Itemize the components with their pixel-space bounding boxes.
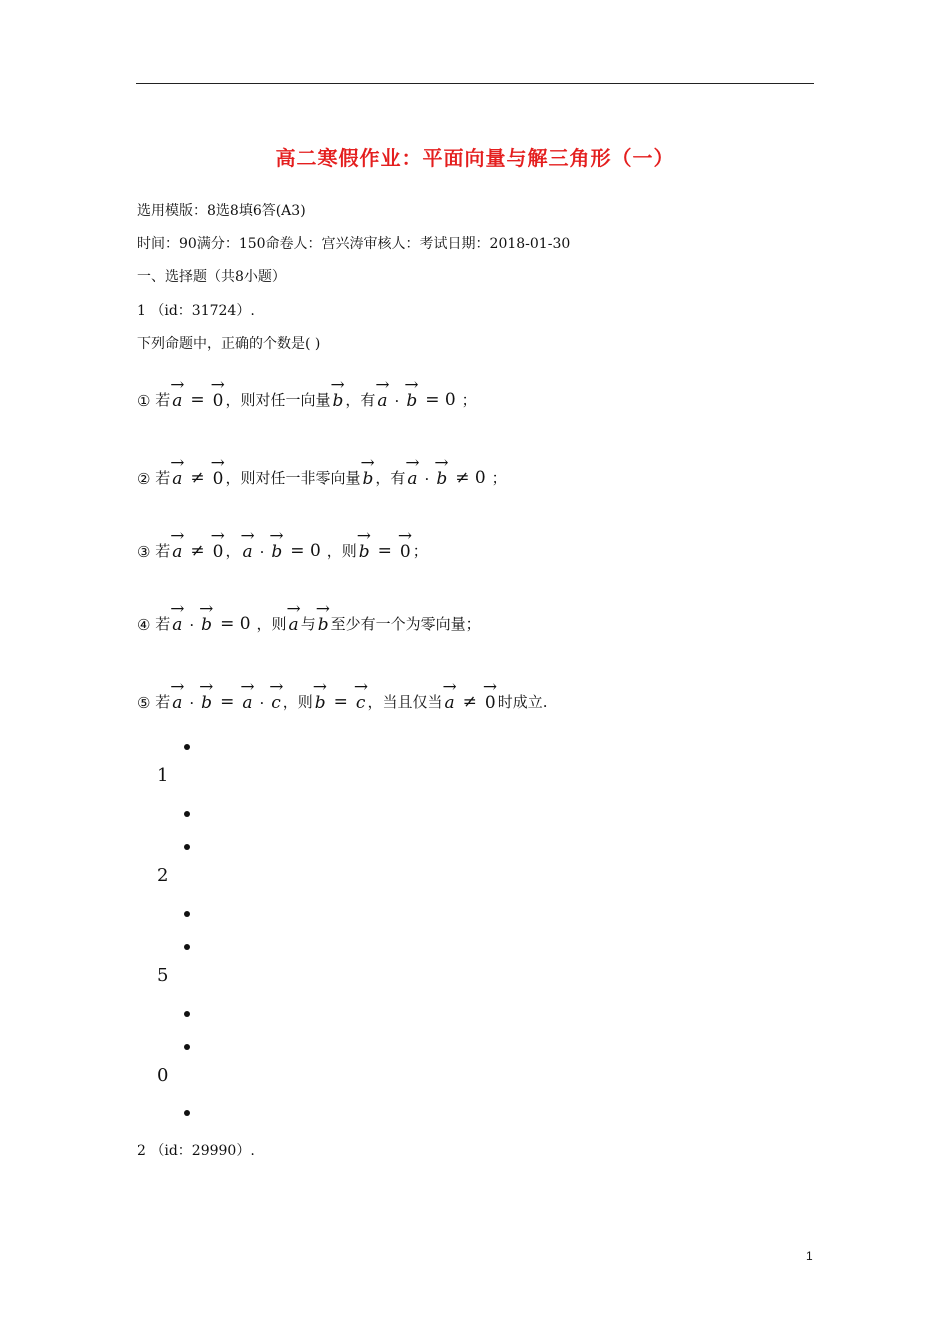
- math-operator: = 0: [425, 390, 456, 410]
- vector-c: → c: [269, 677, 284, 713]
- vector-a: → a: [240, 526, 255, 562]
- zero-vector: → 0: [210, 453, 225, 489]
- question-1-prompt: 下列命题中，正确的个数是( ): [137, 336, 321, 352]
- statement-text: ，则: [256, 615, 287, 633]
- question-2-header: 2 （id：29990）.: [137, 1143, 255, 1159]
- dot-operator: ·: [394, 392, 400, 410]
- vector-b: → b: [360, 453, 375, 489]
- vector-b: → b: [199, 677, 214, 713]
- statement-number: ①: [137, 392, 151, 410]
- dot-operator: ·: [424, 470, 430, 488]
- statement-3: [137, 521, 428, 561]
- vector-b: → b: [312, 677, 328, 713]
- math-operator: = 0: [290, 541, 321, 561]
- zero-vector: → 0: [397, 526, 413, 562]
- statement-text: 与: [300, 615, 316, 633]
- math-operator: =: [190, 390, 205, 410]
- option-c[interactable]: 5: [157, 965, 169, 986]
- statement-text: 若: [155, 615, 171, 633]
- bullet-icon: [184, 744, 190, 750]
- option-a[interactable]: 1: [157, 765, 169, 786]
- bullet-icon: [184, 844, 190, 850]
- document-title: 高二寒假作业：平面向量与解三角形（一）: [275, 146, 675, 170]
- header-rule: [136, 83, 814, 84]
- math-operator: =: [220, 692, 235, 712]
- statement-text: ，: [225, 542, 241, 560]
- statement-2: [137, 448, 507, 488]
- statement-text: ，有: [375, 469, 406, 487]
- zero-vector: → 0: [210, 526, 225, 562]
- vector-b: → b: [330, 375, 345, 411]
- vector-a: → a: [286, 599, 301, 635]
- statement-text: 若: [155, 391, 171, 409]
- question-1-header: 1 （id：31724）.: [137, 303, 255, 319]
- vector-a: → a: [375, 375, 390, 411]
- vector-a: → a: [170, 453, 185, 489]
- page-number: 1: [806, 1249, 813, 1263]
- statement-number: ④: [137, 616, 151, 634]
- vector-b: → b: [404, 375, 419, 411]
- math-operator: ≠ 0: [455, 468, 486, 488]
- vector-c: → c: [353, 677, 369, 713]
- zero-vector: → 0: [482, 677, 498, 713]
- statement-text: 至少有一个为零向量；: [330, 615, 481, 633]
- dot-operator: ·: [189, 616, 195, 634]
- statement-4: [137, 594, 481, 634]
- bullet-icon: [184, 1110, 190, 1116]
- vector-b: → b: [199, 599, 214, 635]
- dot-operator: ·: [259, 543, 265, 561]
- vector-b: → b: [356, 526, 372, 562]
- statement-text: ；: [491, 469, 507, 487]
- option-b[interactable]: 2: [157, 865, 169, 886]
- math-operator: =: [377, 541, 392, 561]
- option-d[interactable]: 0: [157, 1065, 169, 1086]
- vector-a: → a: [405, 453, 420, 489]
- statement-text: 时成立.: [497, 693, 548, 711]
- math-operator: =: [333, 692, 348, 712]
- section-heading: 一、选择题（共8小题）: [137, 269, 286, 285]
- statement-text: ；: [461, 391, 477, 409]
- statement-text: ，有: [345, 391, 376, 409]
- statement-text: ，则对任一非零向量: [225, 469, 361, 487]
- vector-a: → a: [240, 677, 255, 713]
- vector-a: → a: [170, 375, 185, 411]
- statement-number: ③: [137, 543, 151, 561]
- zero-vector: → 0: [210, 375, 225, 411]
- statement-text: ；: [412, 542, 428, 560]
- math-operator: ≠: [190, 541, 205, 561]
- statement-text: 若: [155, 693, 171, 711]
- statement-number: ②: [137, 470, 151, 488]
- statement-1: [137, 370, 477, 410]
- vector-b: → b: [315, 599, 330, 635]
- dot-operator: ·: [189, 694, 195, 712]
- vector-a: → a: [442, 677, 457, 713]
- statement-text: ，则对任一向量: [225, 391, 331, 409]
- template-line: 选用模版：8选8填6答(A3): [137, 203, 306, 219]
- math-operator: ≠: [190, 468, 205, 488]
- bullet-icon: [184, 1011, 190, 1017]
- vector-b: → b: [434, 453, 449, 489]
- math-operator: ≠: [462, 692, 477, 712]
- vector-a: → a: [170, 526, 185, 562]
- statement-text: ，则: [282, 693, 313, 711]
- statement-text: ，当且仅当: [367, 693, 443, 711]
- bullet-icon: [184, 944, 190, 950]
- statement-text: 若: [155, 469, 171, 487]
- math-operator: = 0: [220, 614, 251, 634]
- vector-b: → b: [269, 526, 284, 562]
- bullet-icon: [184, 811, 190, 817]
- vector-a: → a: [170, 599, 185, 635]
- statement-number: ⑤: [137, 694, 151, 712]
- dot-operator: ·: [259, 694, 265, 712]
- statement-5: [137, 672, 547, 712]
- exam-meta-line: 时间：90满分：150命卷人：宫兴涛审核人：考试日期：2018-01-30: [137, 236, 571, 252]
- vector-a: → a: [170, 677, 185, 713]
- bullet-icon: [184, 1044, 190, 1050]
- bullet-icon: [184, 911, 190, 917]
- statement-text: 若: [155, 542, 171, 560]
- statement-text: ，则: [326, 542, 357, 560]
